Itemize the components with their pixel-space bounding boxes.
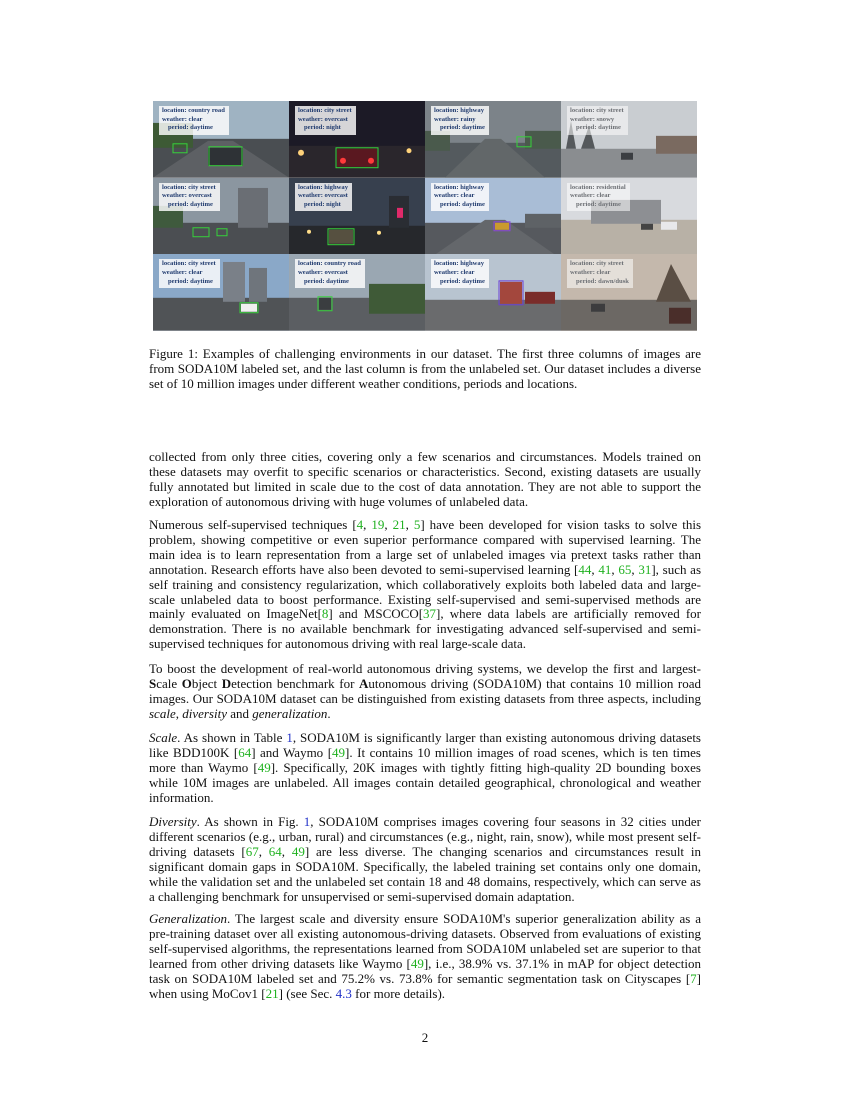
citation-link[interactable]: 37 [423, 606, 437, 622]
section-ref-link[interactable]: 4.3 [335, 985, 352, 1001]
figure-tile [561, 254, 697, 331]
citation-link[interactable]: 49 [257, 759, 271, 775]
tile-caption: location: highway weather: clear period: daytime [431, 183, 489, 212]
tile-caption: location: city street weather: snowy period: daytime [567, 106, 628, 135]
figure-image-grid [153, 101, 697, 331]
paragraph: collected from only three cities, covering only a few scenarios and circumstances. Models trained on these datasets may overfit to specific scenarios or characteristics. Second, existing datasets are usually fully annotated but limited in scale due to the cost of data annotation. They are not able to support the exploration of autonomous driving with huge volumes of unlabeled data. [149, 449, 701, 509]
citation-link[interactable]: 5 [413, 517, 421, 532]
citation-link[interactable]: 41 [598, 561, 612, 577]
tile-caption: location: highway weather: overcast period: night [295, 183, 352, 212]
figure-tile [289, 254, 425, 331]
citation-link[interactable]: 7 [690, 970, 697, 986]
citation-link[interactable]: 21 [392, 517, 406, 532]
tile-caption: location: city street weather: overcast period: daytime [159, 183, 220, 212]
tile-caption: location: highway weather: clear period: daytime [431, 259, 489, 288]
figure-tile [425, 254, 561, 331]
figure-tile [425, 101, 561, 178]
citation-link[interactable]: 21 [265, 985, 279, 1001]
paragraph: Generalization. The largest scale and diversity ensure SODA10M's superior generalization ability as a pre-training dataset over all existing autonomous-driving datasets. Observed from evaluations of existing self-supervised algorithms, the representations learned from SODA10M unlabeled set are superior to that learned from other driving datasets like Waymo [49], i.e., 38.9% vs. 37.1% in mAP for object detection task on SODA10M labeled set and 75.2% vs. 73.8% for semantic segmentation task on Cityscapes [7] when using MoCov1 [21] (see Sec. 4.3 for more details). [149, 911, 701, 1001]
figure-tile [289, 178, 425, 255]
figure-tile [289, 101, 425, 178]
tile-caption: location: highway weather: rainy period: daytime [431, 106, 489, 135]
tile-caption: location: residential weather: clear period: daytime [567, 183, 630, 212]
citation-link[interactable]: 31 [638, 561, 652, 577]
citation-link[interactable]: 8 [321, 606, 329, 622]
figure-tile [561, 178, 697, 255]
paragraph: To boost the development of real-world autonomous driving systems, we develop the first and largest-Scale Object Detection benchmark for Autonomous driving (SODA10M) that contains 10 million road images. Our SODA10M dataset can be distinguished from existing datasets from three aspects, including scale, diversity and generalization. [149, 661, 702, 721]
figure-tile [425, 178, 561, 255]
citation-link[interactable]: 49 [410, 955, 424, 971]
citation-link[interactable]: 67 [245, 843, 259, 859]
paragraph: Scale. As shown in Table 1, SODA10M is significantly larger than existing autonomous driving datasets like BDD100K [64] and Waymo [49]. It contains 10 million images of road scenes, which is ten times more than Waymo [49]. Specifically, 20K images with tightly fitting high-quality 2D bounding boxes while 10M images are unlabeled. All images contain detailed geographical, chronological and weather information. [149, 730, 701, 805]
citation-link[interactable]: 49 [332, 744, 346, 760]
citation-link[interactable]: 44 [578, 561, 592, 577]
citation-link[interactable]: 19 [371, 517, 385, 532]
figure-tile [153, 101, 289, 178]
tile-caption: location: country road weather: clear period: daytime [159, 106, 229, 135]
tile-caption: location: city street weather: clear period: dawn/dusk [567, 259, 633, 288]
figure-caption: Figure 1: Examples of challenging environments in our dataset. The first three columns of images are from SODA10M labeled set, and the last column is from the unlabeled set. Our dataset includes a diverse set of 10 million images under different weather conditions, periods and locations. [149, 346, 701, 391]
tile-caption: location: city street weather: clear period: daytime [159, 259, 220, 288]
citation-link[interactable]: 64 [268, 843, 282, 859]
citation-link[interactable]: 49 [291, 843, 305, 859]
figure-ref-link[interactable]: 1 [303, 814, 311, 829]
figure-tile [153, 178, 289, 255]
citation-link[interactable]: 65 [618, 561, 632, 577]
figure-tile [153, 254, 289, 331]
citation-link[interactable]: 64 [238, 744, 252, 760]
tile-caption: location: country road weather: overcast period: daytime [295, 259, 365, 288]
table-ref-link[interactable]: 1 [286, 730, 293, 745]
paragraph: Numerous self-supervised techniques [4, 19, 21, 5] have been developed for vision tasks to solve this problem, showing competitive or even superior performance compared with supervised learning. The main idea is to learn representation from a large set of unlabeled images via pretext tasks rather than annotation. Research efforts have also been devoted to semi-supervised learning [44, 41, 65, 31], such as self training and consistency regularization, which collaboratively exploits both labeled data and large-scale unlabeled data to boost performance. Existing self-supervised and semi-supervised methods are mainly evaluated on ImageNet[8] and MSCOCO[37], where data labels are artificially removed for demonstration. There is no available benchmark for investigating advanced self-supervised and semi-supervised techniques for autonomous driving with real large-scale data. [149, 517, 702, 652]
tile-caption: location: city street weather: overcast period: night [295, 106, 356, 135]
figure-tile [561, 101, 697, 178]
page-number: 2 [421, 1030, 429, 1045]
citation-link[interactable]: 4 [356, 517, 364, 532]
paragraph: Diversity. As shown in Fig. 1, SODA10M comprises images covering four seasons in 32 cities under different scenarios (e.g., urban, rural) and circumstances (e.g., night, rain, snow), while most present self-driving datasets [67, 64, 49] are less diverse. The changing scenarios and circumstances result in significant domain gaps in SODA10M. Specifically, the labeled training set contains only one domain, while the validation set and the unlabeled set contain 18 and 48 domains, respectively, which can serve as a challenging benchmark for unsupervised or semi-supervised domain adaptation. [149, 814, 701, 904]
